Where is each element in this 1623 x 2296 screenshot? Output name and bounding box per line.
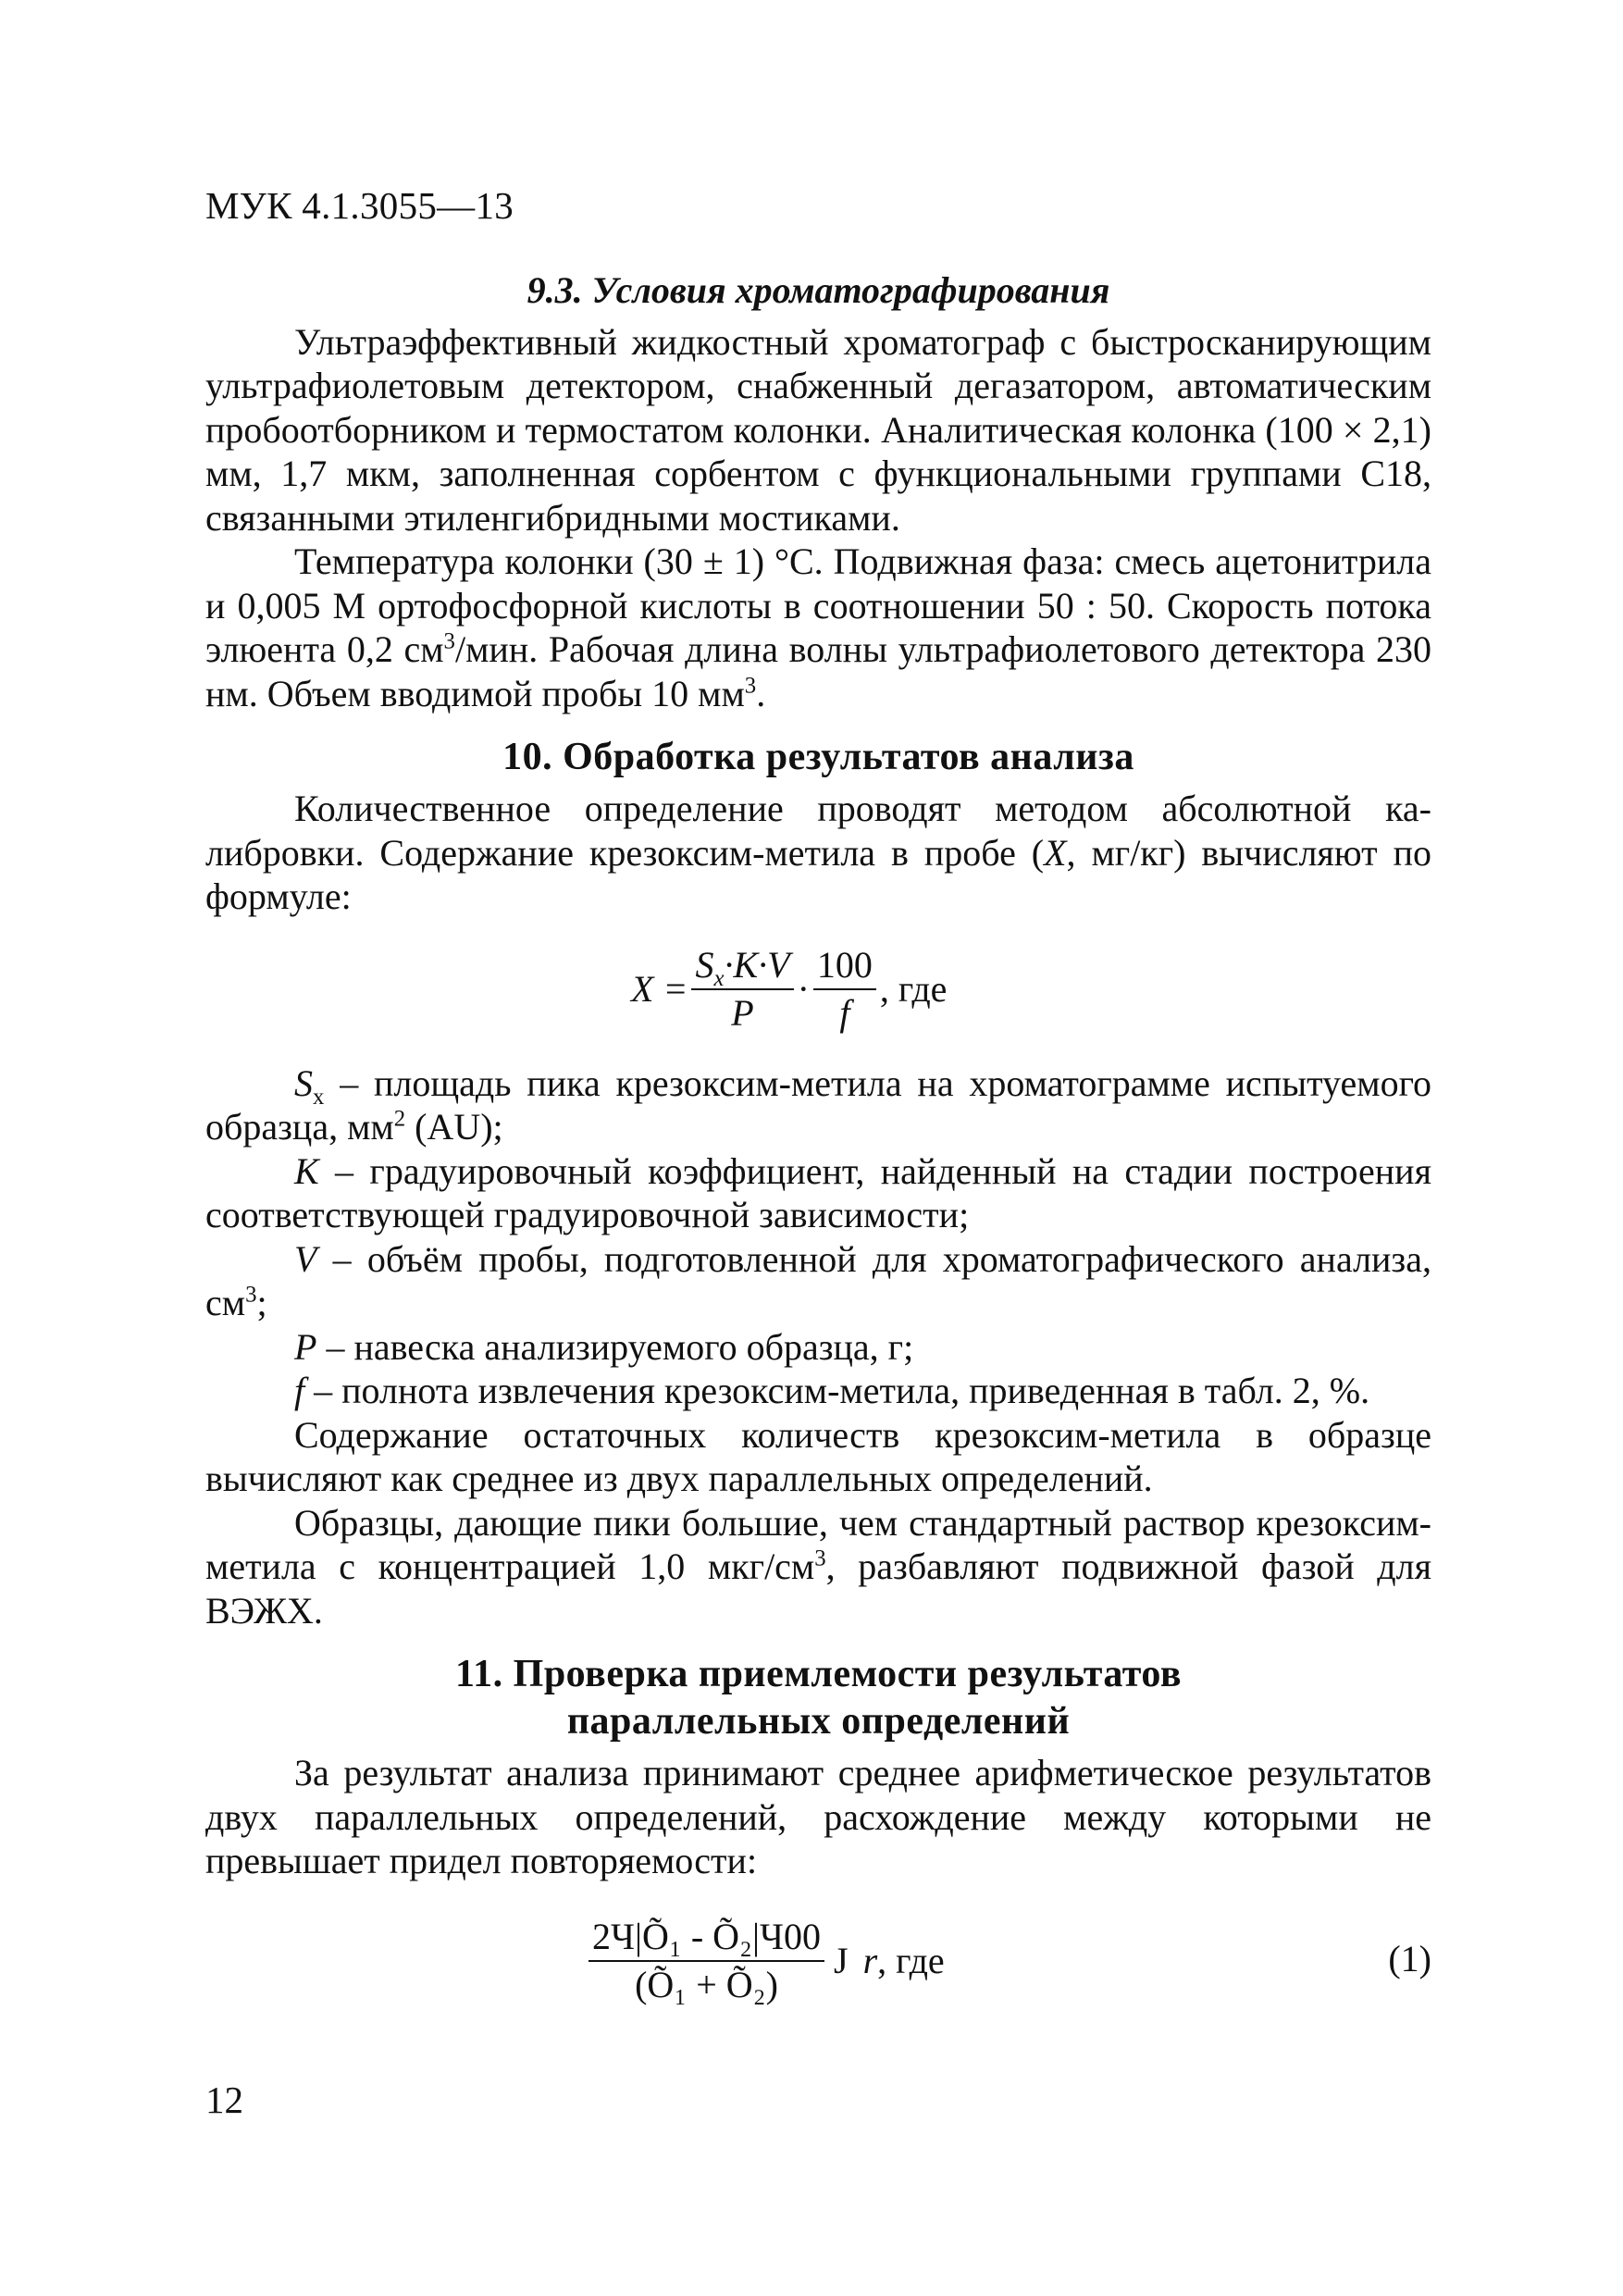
superscript: 3 [814, 1545, 826, 1571]
text-fragment: – градуировочный коэффициент, найденный на стадии построения соответствующей градуировочной зависимости; [205, 1149, 1431, 1235]
fraction-denominator: P [731, 991, 754, 1034]
symbol-k: K [294, 1149, 319, 1192]
symbol-x: X [1044, 831, 1067, 874]
text-fragment: – площадь пика крезоксим-метила на хроматограмме испытуемого образца, мм [205, 1061, 1431, 1148]
fraction-numerator: 2Ч|Õ₁ - Õ₂|Ч00 [592, 1915, 821, 1957]
fraction-numerator [691, 942, 793, 991]
equation-number: (1) [1388, 1937, 1431, 1980]
fraction-main [691, 942, 793, 1036]
text-fragment: – полнота извлечения крезоксим-метила, приведенная в табл. 2, %. [304, 1370, 1370, 1411]
subscript: x [713, 965, 725, 991]
text-fragment: , мг/кг) вычисляют по формуле: [205, 831, 1431, 917]
text-fragment: Образцы, дающие пики большие, чем стандартный раствор крезоксим-метила с концентрацией 1,0 мкг/см [205, 1501, 1431, 1587]
superscript: 3 [245, 1282, 257, 1308]
superscript: 3 [443, 628, 455, 654]
paragraph-calibration [205, 787, 1431, 919]
page-number: 12 [205, 2079, 243, 2121]
symbol-s: S [294, 1061, 313, 1104]
symbol-kv: ·K·V [724, 943, 790, 986]
paragraph-equipment: Ультраэффективный жидкостный хроматограф с быстросканирующим ультрафиолетовым детектором, снабженный дегазатором, автоматическим пробоотборником и термостатом колонки. Аналитическая колонка (100 × 2,1) мм, 1,7 мкм, заполненная сорбентом с функциональными группами С18, связанными этиленгибридными мостиками. [205, 320, 1431, 539]
superscript: 3 [744, 673, 757, 699]
text-fragment: (AU); [405, 1106, 503, 1148]
text-fragment: ; [256, 1282, 267, 1323]
multiply-dot: · [797, 967, 810, 1010]
text-fragment: – навеска анализируемого образца, г; [316, 1325, 914, 1368]
formula-body [631, 928, 947, 1050]
superscript: 2 [393, 1106, 406, 1132]
fraction-recovery [813, 942, 876, 1036]
symbol-f: f [294, 1370, 305, 1411]
section-title-11 [205, 1651, 1431, 1745]
symbol-s: S [695, 943, 714, 986]
section-title-line: параллельных определений [566, 1700, 1071, 1743]
paragraph-conditions [205, 540, 1431, 715]
fraction-denominator: f [839, 991, 850, 1034]
text-fragment: , разбавляют подвижной фазой для ВЭЖХ. [205, 1545, 1431, 1632]
fraction-numerator: 100 [816, 943, 873, 986]
fraction-denominator: (Õ₁ + Õ₂) [635, 1963, 778, 2005]
document-code-header: МУК 4.1.3055—13 [205, 184, 514, 227]
section-title-10: 10. Обработка результатов анализа [502, 736, 1134, 778]
formula-lhs: X = [631, 967, 688, 1010]
section-title-line: 11. Проверка приемлемости результатов [454, 1653, 1183, 1695]
symbol-p: P [294, 1325, 317, 1368]
definition-f [205, 1369, 1431, 1413]
paragraph-averaging: Содержание остаточных количеств крезоксим-метила в образце вычисляют как среднее из двух параллельных определений. [205, 1413, 1431, 1499]
definition-p [205, 1325, 1431, 1370]
paragraph-dilution [205, 1501, 1431, 1633]
formula-body [585, 1896, 945, 2026]
formula-concentration [205, 928, 1431, 1050]
formula-repeatability [205, 1896, 1431, 2026]
formula-suffix: , где [877, 1939, 945, 1981]
symbol-v: V [294, 1237, 317, 1280]
definition-v [205, 1237, 1431, 1325]
fraction-main [588, 1914, 824, 2008]
page-content [205, 268, 1431, 2026]
definition-sx [205, 1061, 1431, 1149]
subsection-title-9-3: 9.3. Условия хроматографирования [527, 269, 1110, 311]
text-fragment: /мин. Рабочая длина волны ультрафиолетового детектора 230 нм. Объем вводимой пробы 10 мм [205, 628, 1431, 714]
text-fragment: Количественное определение проводят методом абсолютной калибровки. Содержание крезоксим-метила в пробе ( [205, 788, 1431, 874]
formula-suffix: , где [879, 967, 948, 1010]
relation-symbol: J [834, 1939, 849, 1981]
subscript: x [313, 1084, 325, 1110]
text-fragment: Температура колонки (30 ± 1) °С. Подвижная фаза: смесь ацетонитрила и 0,005 М ортофосфорной кислоты в соотношении 50 : 50. Скорость потока элюента 0,2 см [205, 540, 1431, 670]
symbol-r: r [862, 1939, 878, 1981]
text-fragment: . [756, 672, 766, 714]
text-fragment: – объём пробы, подготовленной для хроматографического анализа, см [205, 1237, 1431, 1323]
paragraph-acceptance: За результат анализа принимают среднее арифметическое результатов двух параллельных определений, расхождение между которыми не превышает придел повторяемости: [205, 1752, 1431, 1881]
definition-k [205, 1149, 1431, 1237]
